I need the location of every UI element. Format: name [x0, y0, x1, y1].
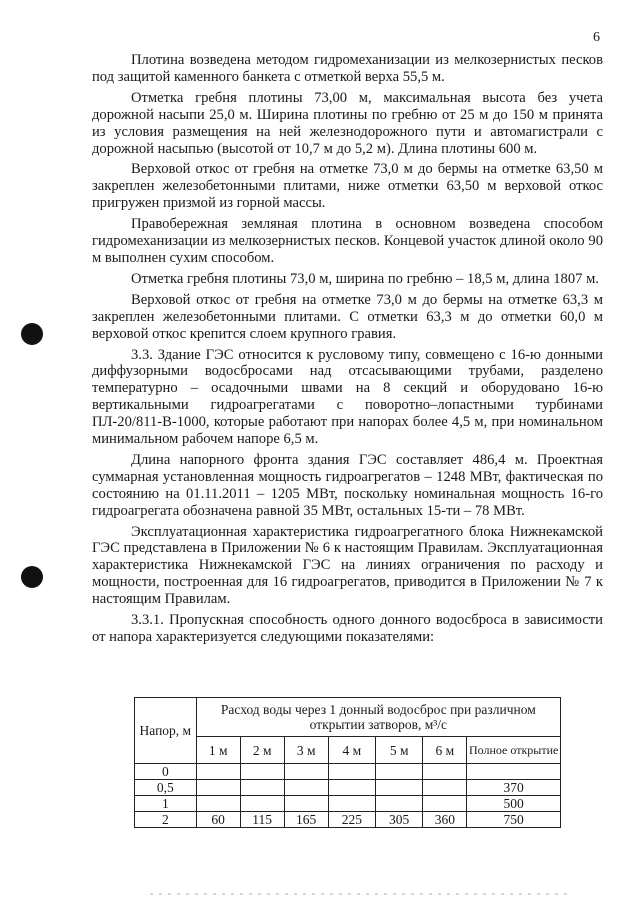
table-cell: 60 [196, 812, 240, 828]
paragraph: Отметка гребня плотины 73,0 м, ширина по гребню – 18,5 м, длина 1807 м. [131, 270, 599, 287]
paragraph: Плотина возведена методом гидромеханизации из мелкозернистых песков под защитой каменного банкета с отметкой верха 55,5 м. [92, 52, 603, 85]
paragraph: Правобережная земляная плотина в основном возведена способом гидромеханизации из мелкозернистых песков. Концевой участок длиной около 90 м выполнен сухим способом. [92, 216, 603, 266]
scan-artifact [150, 893, 570, 895]
table-cell [240, 796, 284, 812]
opening-header: 6 м [423, 737, 467, 764]
table-cell [423, 796, 467, 812]
head-cell: 0,5 [135, 780, 197, 796]
opening-header: 1 м [196, 737, 240, 764]
opening-header: 4 м [328, 737, 375, 764]
table-cell [284, 796, 328, 812]
paragraph: Эксплуатационная характеристика гидроагрегатного блока Нижнекамской ГЭС представлена в Приложении № 6 к настоящим Правилам. Эксплуатационная характеристика Нижнекамской ГЭС на линиях ограничения по расходу и мощности, построенная для 16 гидроагрегатов, приводится в Приложении № 7 к настоящим Правилам. [92, 523, 603, 608]
head-cell: 1 [135, 796, 197, 812]
table-cell [328, 780, 375, 796]
table-cell: 370 [467, 780, 561, 796]
table-cell [240, 780, 284, 796]
binder-hole [21, 323, 43, 345]
table-cell [196, 764, 240, 780]
document-body [92, 52, 603, 646]
page-number: 6 [593, 30, 600, 45]
table-cell [376, 796, 423, 812]
head-cell: 2 [135, 812, 197, 828]
paragraph: Отметка гребня плотины 73,00 м, максимальная высота без учета дорожной насыпи 25,0 м. Ширина плотины по гребню от 25 м до 150 м принята из условия размещения на ней железнодорожного пути и автомагистрали с дорожной насыпью (высотой от 10,7 м до 5,2 м). Длина плотины 600 м. [92, 89, 603, 157]
paragraph: 3.3. Здание ГЭС относится к русловому типу, совмещено с 16-ю донными диффузорными водосбросами над отсасывающими трубами, разделено температурно – осадочными швами на 8 секций и оборудовано 16-ю вертикальными гидроагрегатами с поворотно–лопастными турбинами ПЛ-20/811-В-1000, которые работают при напорах более 4,5 м, при номинальном минимальном рабочем напоре 6,5 м. [92, 346, 603, 448]
opening-header: 2 м [240, 737, 284, 764]
table-cell [240, 764, 284, 780]
binder-hole [21, 566, 43, 588]
table-cell: 500 [467, 796, 561, 812]
table-cell [423, 764, 467, 780]
discharge-table [134, 697, 561, 828]
head-cell: 0 [135, 764, 197, 780]
table-cell [196, 780, 240, 796]
head-column-header: Напор, м [135, 698, 197, 764]
table-row [135, 764, 561, 780]
opening-header: 3 м [284, 737, 328, 764]
table-cell [284, 764, 328, 780]
table-cell: 225 [328, 812, 375, 828]
discharge-group-header: Расход воды через 1 донный водосброс при различном открытии затворов, м³/с [196, 698, 560, 737]
table-cell: 360 [423, 812, 467, 828]
table-cell [328, 796, 375, 812]
table-cell [284, 780, 328, 796]
table-cell [328, 764, 375, 780]
paragraph: 3.3.1. Пропускная способность одного донного водосброса в зависимости от напора характеризуется следующими показателями: [92, 612, 603, 645]
paragraph: Длина напорного фронта здания ГЭС составляет 486,4 м. Проектная суммарная установленная мощность гидроагрегатов – 1248 МВт, фактическая по состоянию на 01.11.2011 – 1205 МВт, поскольку номинальная мощность 16-го гидроагрегата обозначена равной 35 МВт, остальных 15-ти – 78 МВт. [92, 451, 603, 519]
table-row [135, 780, 561, 796]
table-cell [376, 780, 423, 796]
paragraph: Верховой откос от гребня на отметке 73,0 м до бермы на отметке 63,3 м закреплен железобетонными плитами. С отметки 63,3 м до отметки 60,0 м верховой откос крепится слоем крупного гравия. [92, 291, 603, 342]
opening-header: 5 м [376, 737, 423, 764]
opening-header-full: Полное открытие [467, 737, 561, 764]
table-cell [196, 796, 240, 812]
paragraph: Верховой откос от гребня на отметке 73,0 м до бермы на отметке 63,50 м закреплен железобетонными плитами, ниже отметки 63,50 м верховой откос пригружен призмой из горной массы. [92, 161, 603, 212]
table-cell [423, 780, 467, 796]
table-row [135, 812, 561, 828]
table-cell: 750 [467, 812, 561, 828]
table-cell [376, 764, 423, 780]
table-cell: 305 [376, 812, 423, 828]
table-cell [467, 764, 561, 780]
table-cell: 165 [284, 812, 328, 828]
table-row [135, 796, 561, 812]
table-cell: 115 [240, 812, 284, 828]
